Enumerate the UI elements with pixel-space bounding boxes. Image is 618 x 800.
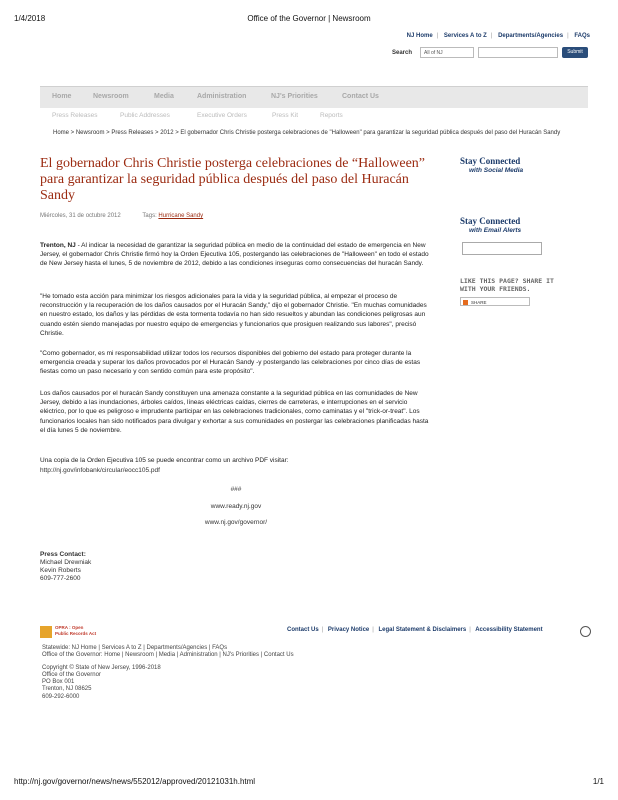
press-contact [40, 551, 91, 583]
globe-icon[interactable] [580, 626, 591, 637]
print-title: Office of the Governor | Newsroom [247, 14, 371, 23]
search-label: Search [392, 50, 413, 56]
footer-accessibility-link[interactable]: Accessibility Statement [475, 627, 543, 633]
share-prompt: LIKE THIS PAGE? SHARE IT WITH YOUR FRIENDS. [460, 277, 554, 293]
paragraph-3: "Como gobernador, es mi responsabilidad utilizar todos los recursos disponibles del gobierno del estado para proteger durante la emergencia creada y superar los daños provocados por el Huracán Sandy -y postergando las celebraciones por cinco días de estas fiestas como un paso necesario y con sentido común para este propósito". [40, 350, 421, 376]
pdf-link[interactable]: http://nj.gov/infobank/circular/eocc105.pdf [40, 467, 160, 474]
article-meta [40, 213, 203, 219]
governor-link[interactable]: www.nj.gov/governor/ [204, 519, 268, 526]
print-url: http://nj.gov/governor/news/news/552012/approved/20121031h.html [14, 777, 256, 786]
footer-legal-link[interactable]: Legal Statement & Disclaimers [378, 627, 467, 633]
nav-contact[interactable]: Contact Us [342, 93, 379, 100]
nav-media[interactable]: Media [154, 93, 174, 100]
search-submit-button[interactable]: Submit [562, 47, 588, 58]
tag-link[interactable]: Hurricane Sandy [158, 213, 204, 219]
tags-label: Tags: [142, 213, 157, 219]
nav-priorities[interactable]: NJ's Priorities [271, 93, 318, 100]
paragraph-1: Trenton, NJ - Al indicar la necesidad de garantizar la seguridad pública en medio de la continuidad del estado de emergencia en New Jersey, el gobernador Chris Christie firmó hoy la Orden Ejecutiva 105, postergando las celebraciones de "Halloween" en todo el estado de New Jersey hasta el lunes, 5 de noviembre de 2012, debido a las condiciones inseguras como consecuencias del huracán Sandy. [40, 242, 429, 268]
toplink-services[interactable]: Services A to Z [443, 33, 487, 39]
end-mark: ### [230, 486, 242, 493]
email-title: Stay Connected [460, 216, 521, 226]
footer-contact-link[interactable]: Contact Us [287, 627, 319, 633]
sub-nav [40, 112, 343, 122]
footer-links: Contact Us | Privacy Notice | Legal Statement & Disclaimers | Accessibility Statement [287, 627, 543, 633]
opra-logo-icon [40, 626, 52, 638]
article-date: Miércoles, 31 de octubre 2012 [40, 213, 121, 219]
print-page: 1/1 [592, 777, 604, 786]
ready-link[interactable]: www.ready.nj.gov [210, 503, 262, 510]
social-title: Stay Connected [460, 156, 521, 166]
share-icon [463, 300, 468, 305]
search-scope-select[interactable]: All of NJ [420, 47, 474, 58]
toplink-faqs[interactable]: FAQs [574, 33, 590, 39]
toplink-departments[interactable]: Departments/Agencies [498, 33, 564, 39]
search-input[interactable] [478, 47, 558, 58]
nav-newsroom[interactable]: Newsroom [93, 93, 129, 100]
nav-home[interactable]: Home [52, 93, 72, 100]
subnav-reports[interactable]: Reports [320, 112, 343, 119]
contact-name: Kevin Roberts [40, 567, 81, 574]
dateline: Trenton, NJ [40, 242, 76, 249]
main-nav [40, 86, 588, 108]
subnav-press-releases[interactable]: Press Releases [52, 112, 98, 119]
email-subtitle[interactable]: with Email Alerts [469, 227, 522, 234]
paragraph-2: "He tomado esta acción para minimizar los riesgos adicionales para la vida y la seguridad pública, al empezar el proceso de reconstrucción y la recuperación de los daños causados por el Huracán Sandy," dijo el gobernador Christie. "En muchas comunidades en nuestro estado, los daños y las pérdidas de esta tormenta todavía no han sido resueltos y abundan las condiciones peligrosas aun cuando estén siendo manejadas por nuestro equipo de emergencias y funcionarios que prosiguen realizando sus labores", precisó Christie. [40, 293, 427, 337]
statewide-links[interactable]: Statewide: NJ Home | Services A to Z | Departments/Agencies | FAQs [42, 645, 228, 651]
share-button[interactable]: SHARE [460, 297, 530, 306]
copyright: Copyright © State of New Jersey, 1996-2018 [42, 665, 161, 671]
subnav-press-kit[interactable]: Press Kit [272, 112, 299, 119]
toplink-nj-home[interactable]: NJ Home [406, 33, 433, 39]
contact-label: Press Contact: [40, 551, 86, 558]
subnav-public-addresses[interactable]: Public Addresses [120, 112, 170, 119]
top-links: NJ Home | Services A to Z | Departments/Agencies | FAQs [406, 33, 590, 39]
address: Office of the Governor PO Box 001 Trenton, NJ 08625 609-292-6000 [42, 672, 101, 700]
opra-logo-text: OPRA : Open Public Records Act [55, 625, 97, 636]
social-subtitle[interactable]: with Social Media [469, 167, 524, 174]
breadcrumb[interactable]: Home > Newsroom > Press Releases > 2012 > El gobernador Chris Christie posterga celebraciones de "Halloween" para garantizar la seguridad pública después del paso del Huracán Sandy [53, 130, 561, 136]
contact-name: Michael Drewniak [40, 559, 92, 566]
footer-privacy-link[interactable]: Privacy Notice [327, 627, 370, 633]
article-title: El gobernador Chris Christie posterga celebraciones de “Halloween” para garantizar la seguridad pública después del paso del Huracán Sandy [40, 156, 425, 203]
email-input[interactable] [462, 242, 542, 255]
paragraph-4: Los daños causados por el huracán Sandy constituyen una amenaza constante a la seguridad pública en las comunidades de New Jersey, debido a las inundaciones, árboles caídos, líneas eléctricas caídas, cierres de carreteras, e interrupciones en el servicio eléctrico, por lo que es peligroso e imprudente participar en las celebraciones tradicionales, como caminatas y el "trick-or-treat". Los funcionarios locales han sido notificados para divulgar y exhortar a sus comunidades en postergar las celebraciones planificadas hasta el día lunes 5 de noviembre. [40, 390, 429, 434]
contact-phone: 609-777-2600 [40, 575, 81, 582]
print-date: 1/4/2018 [14, 14, 46, 23]
nav-administration[interactable]: Administration [197, 93, 247, 100]
office-links[interactable]: Office of the Governor: Home | Newsroom | Media | Administration | NJ's Priorities | Contact Us [42, 652, 294, 658]
paragraph-5: Una copia de la Orden Ejecutiva 105 se puede encontrar como un archivo PDF visitar: [40, 457, 289, 464]
opra-logo[interactable] [40, 625, 100, 639]
subnav-executive-orders[interactable]: Executive Orders [197, 112, 247, 119]
